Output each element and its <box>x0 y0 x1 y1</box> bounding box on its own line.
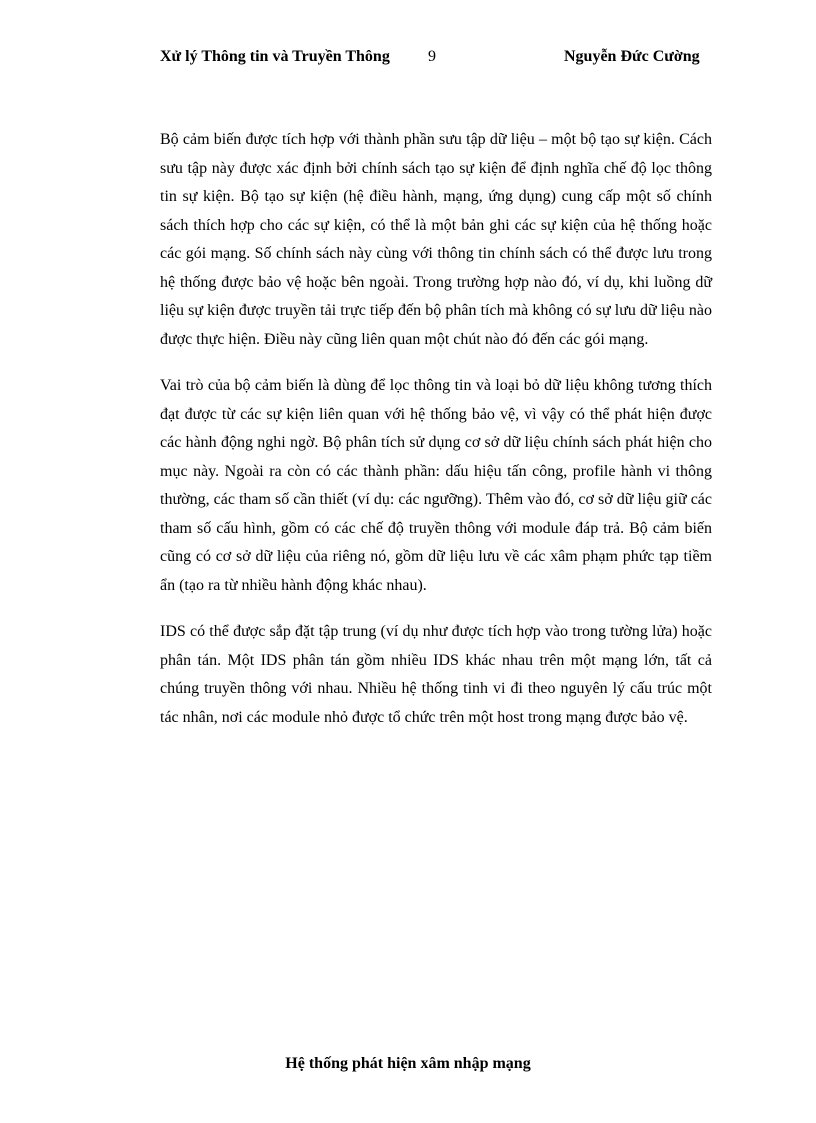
page-header <box>160 48 720 72</box>
paragraph-sensor-role: Vai trò của bộ cảm biến là dùng để lọc thông tin và loại bỏ dữ liệu không tương thích đạt được từ các sự kiện liên quan với hệ thống bảo vệ, vì vậy có thể phát hiện được các hành động nghi ngờ. Bộ phân tích sử dụng cơ sở dữ liệu chính sách phát hiện cho mục này. Ngoài ra còn có các thành phần: dấu hiệu tấn công, profile hành vi thông thường, các tham số cần thiết (ví dụ: các ngưỡng). Thêm vào đó, cơ sở dữ liệu giữ các tham số cấu hình, gồm có các chế độ truyền thông với module đáp trả. Bộ cảm biến cũng có cơ sở dữ liệu của riêng nó, gồm dữ liệu lưu về các xâm phạm phức tạp tiềm ẩn (tạo ra từ nhiều hành động khác nhau). <box>160 377 712 594</box>
header-left-title: Xử lý Thông tin và Truyền Thông <box>160 48 390 65</box>
header-page-number: 9 <box>428 48 436 65</box>
paragraph-sensor-integration: Bộ cảm biến được tích hợp với thành phần sưu tập dữ liệu – một bộ tạo sự kiện. Cách sưu tập này được xác định bởi chính sách tạo sự kiện để định nghĩa chế độ lọc thông tin sự kiện. Bộ tạo sự kiện (hệ điều hành, mạng, ứng dụng) cung cấp một số chính sách thích hợp cho các sự kiện, có thể là một bản ghi các sự kiện của hệ thống hoặc các gói mạng. Số chính sách này cùng với thông tin chính sách có thể được lưu trong hệ thống được bảo vệ hoặc bên ngoài. Trong trường hợp nào đó, ví dụ, khi luồng dữ liệu sự kiện được truyền tải trực tiếp đến bộ phân tích mà không có sự lưu dữ liệu nào được thực hiện. Điều này cũng liên quan một chút nào đó đến các gói mạng. <box>160 131 712 348</box>
page-footer: Hệ thống phát hiện xâm nhập mạng <box>285 1055 531 1072</box>
paragraph-ids-deployment: IDS có thể được sắp đặt tập trung (ví dụ như được tích hợp vào trong tường lửa) hoặc phân tán. Một IDS phân tán gồm nhiều IDS khác nhau trên một mạng lớn, tất cả chúng truyền thông với nhau. Nhiều hệ thống tinh vi đi theo nguyên lý cấu trúc một tác nhân, nơi các module nhỏ được tổ chức trên một host trong mạng được bảo vệ. <box>160 623 712 726</box>
header-author: Nguyễn Đức Cường <box>564 48 700 65</box>
body-text <box>160 126 712 750</box>
